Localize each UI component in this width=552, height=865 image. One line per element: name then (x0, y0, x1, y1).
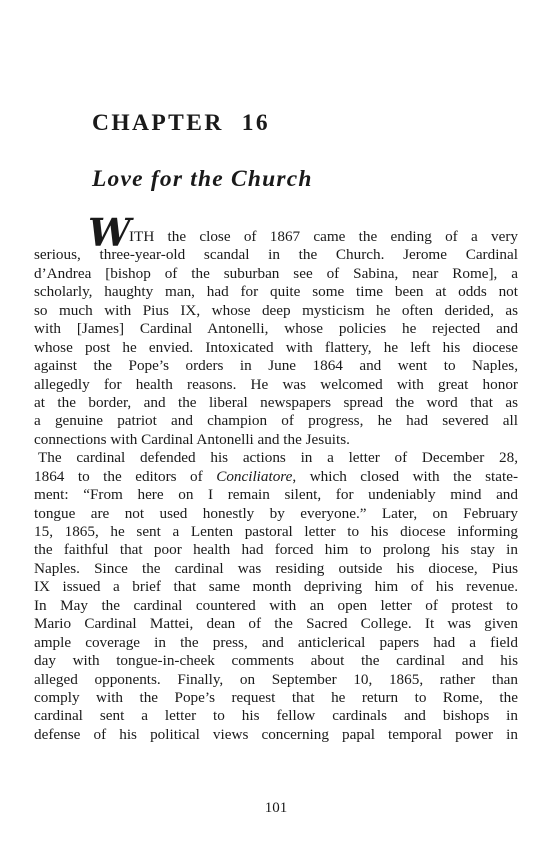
chapter-number (92, 110, 270, 137)
text-line: serious, three-year-old scandal in the Church. Jerome Cardinal (34, 246, 518, 264)
text-line: with [James] Cardinal Antonelli, whose policies he rejected and (34, 320, 518, 338)
text-line: so much with Pius IX, whose deep mysticism he often derided, as (34, 301, 518, 319)
text-line (34, 468, 518, 486)
text-segment: , which closed with the state- (292, 467, 519, 485)
text-line: against the Pope’s orders in June 1864 and went to Naples, (34, 357, 518, 375)
text-line: ment: “From here on I remain silent, for undeniably mind and (34, 486, 518, 504)
text-line: tongue are not used honestly by everyone.” Later, on February (34, 504, 518, 522)
chapter-title: Love for the Church (92, 166, 313, 192)
text-line: day with tongue-in-cheek comments about the cardinal and his (34, 652, 518, 670)
text-line: connections with Cardinal Antonelli and the Jesuits. (34, 430, 350, 448)
text-line: The cardinal defended his actions in a letter of December 28, (38, 449, 518, 467)
text-line: allegedly for health reasons. He was welcomed with great honor (34, 375, 518, 393)
text-line: cardinal sent a letter to his fellow cardinals and bishops in (34, 707, 518, 725)
text-line: Naples. Since the cardinal was residing outside his diocese, Pius (34, 559, 518, 577)
text-line: alleged opponents. Finally, on September 10, 1865, rather than (34, 670, 518, 688)
text-line: In May the cardinal countered with an open letter of protest to (34, 596, 518, 614)
chapter-number-value: 16 (241, 110, 271, 136)
text-line: comply with the Pope’s request that he return to Rome, the (34, 688, 518, 706)
body-text (34, 210, 519, 744)
chapter-label: CHAPTER (92, 110, 224, 136)
page-number: 101 (264, 800, 288, 816)
text-segment: 1864 to the editors of (34, 467, 217, 485)
text-line: Mario Cardinal Mattei, dean of the Sacred College. It was given (34, 615, 518, 633)
text-line: ample coverage in the press, and anticlerical papers had a field (34, 633, 518, 651)
text-line: IX issued a brief that same month depriving him of his revenue. (34, 578, 518, 596)
text-line: a genuine patriot and champion of progress, he had severed all (34, 412, 518, 430)
text-line: 15, 1865, he sent a Lenten pastoral letter to his diocese informing (34, 523, 518, 540)
text-line: d’Andrea [bishop of the suburban see of Sabina, near Rome], a (34, 264, 518, 282)
text-line: the faithful that poor health had forced him to prolong his stay in (34, 541, 518, 559)
text-line: scholarly, haughty man, had for quite some time been at odds not (34, 283, 518, 301)
text-line: at the border, and the liberal newspapers spread the word that as (34, 393, 518, 411)
text-line-content: ITH the close of 1867 came the ending of a very (129, 228, 518, 245)
text-line: whose post he envied. Intoxicated with flattery, he left his diocese (34, 338, 518, 356)
publication-title: Conciliatore (216, 467, 293, 485)
text-line: defense of his political views concerning papal temporal power in (34, 725, 518, 743)
drop-cap: W (88, 210, 130, 255)
